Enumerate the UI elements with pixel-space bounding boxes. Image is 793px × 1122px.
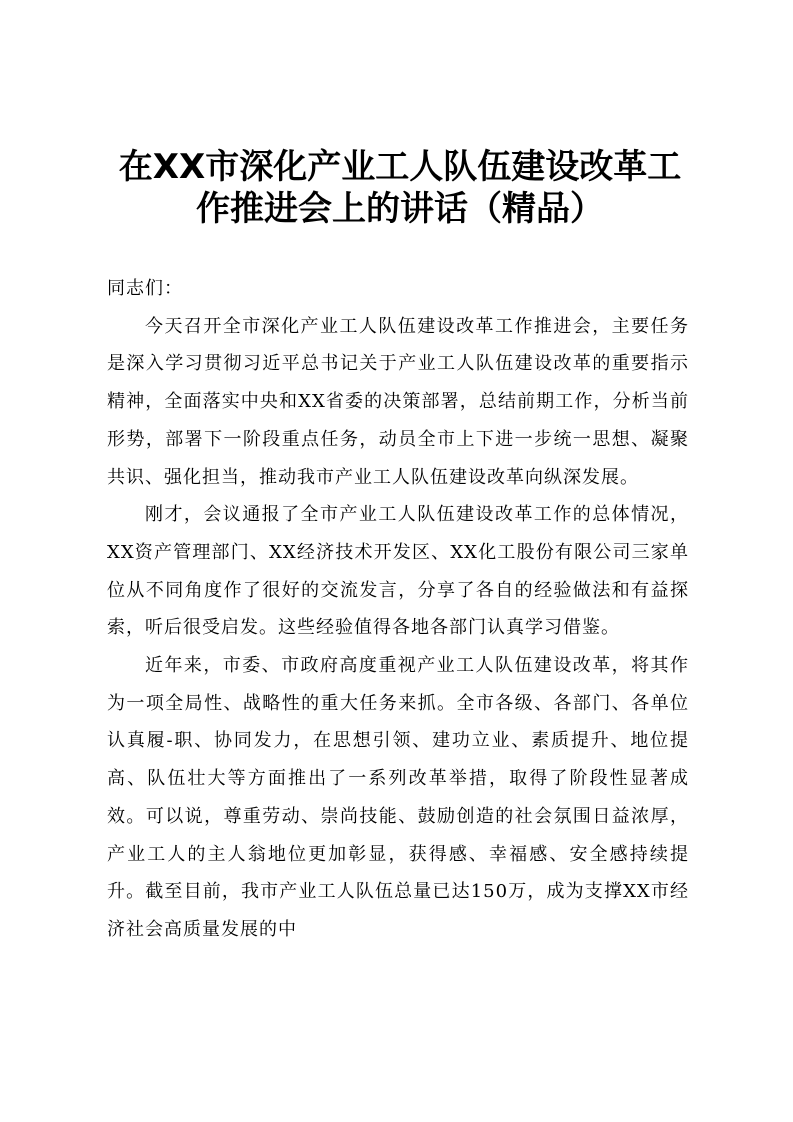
paragraph-opening: 今天召开全市深化产业工人队伍建设改革工作推进会，主要任务是深入学习贯彻习近平总书记关于产业工人队伍建设改革的重要指示精神，全面落实中央和XX省委的决策部署，总结前期工作，分析当前形势，部署下一阶段重点任务，动员全市上下进一步统一思想、凝聚共识、强化担当，推动我市产业工人队伍建设改革向纵深发展。: [107, 315, 689, 488]
title-line-2: 作推进会上的讲话（精品）: [196, 189, 604, 229]
salutation: 同志们：: [107, 278, 183, 299]
document-title: [100, 146, 700, 230]
document-body: [107, 270, 689, 949]
paragraph-meeting-review: 刚才，会议通报了全市产业工人队伍建设改革工作的总体情况，XX资产管理部门、XX经济技术开发区、XX化工股份有限公司三家单位从不同角度作了很好的交流发言，分享了各自的经验做法和有益探索，听后很受启发。这些经验值得各地各部门认真学习借鉴。: [107, 504, 689, 639]
title-line-1: 在XX市深化产业工人队伍建设改革工: [118, 147, 682, 187]
paragraph-achievements: 近年来，市委、市政府高度重视产业工人队伍建设改革，将其作为一项全局性、战略性的重大任务来抓。全市各级、各部门、各单位认真履-职、协同发力，在思想引领、建功立业、素质提升、地位提高、队伍壮大等方面推出了一系列改革举措，取得了阶段性显著成效。可以说，尊重劳动、崇尚技能、鼓励创造的社会氛围日益浓厚，产业工人的主人翁地位更加彰显，获得感、幸福感、安全感持续提升。截至目前，我市产业工人队伍总量已达150万，成为支撑XX市经济社会高质量发展的中: [107, 655, 689, 940]
